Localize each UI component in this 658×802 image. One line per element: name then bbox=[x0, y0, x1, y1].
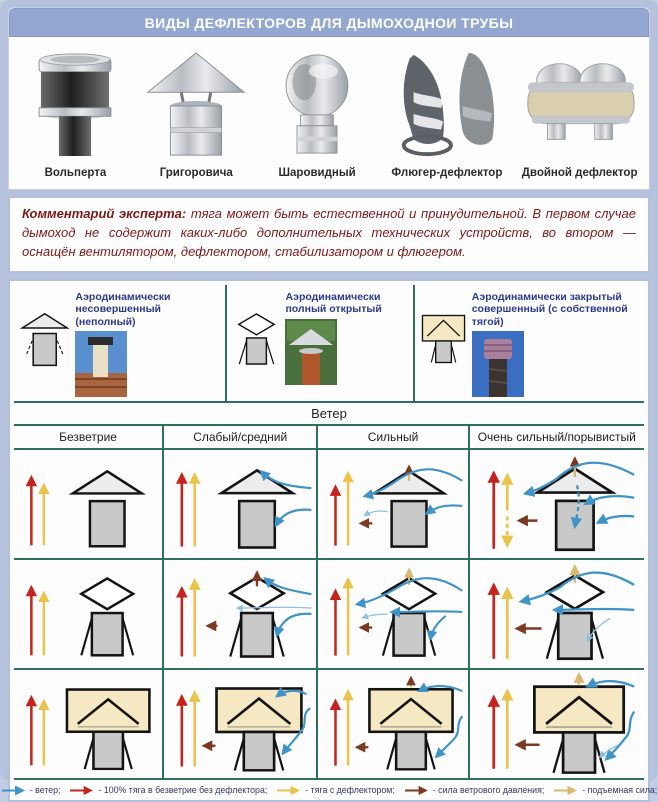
rotary-deflector-photo bbox=[472, 331, 524, 397]
cone-cap-deflector-photo bbox=[141, 45, 251, 163]
legend-item-lift-force: - подъемная сила; bbox=[553, 785, 657, 795]
wind-cell-r2c3 bbox=[316, 560, 467, 668]
wind-row-full-open bbox=[14, 560, 644, 670]
wind-cell-r2c2 bbox=[162, 560, 316, 668]
expert-comment-text: тяга может быть естественной и принудительной. В первом случае дымоход не содержит каких-либо дополнительных технических устройств, во втором — оснащён вентилятором, дефлектором, стабилизатором и флюгером. bbox=[22, 206, 636, 259]
wind-row-imperfect bbox=[14, 450, 644, 560]
deflector-photos-row bbox=[9, 37, 649, 189]
col-header-gusty: Очень сильный/порывистый bbox=[468, 426, 644, 448]
deflector-label: Григоровича bbox=[159, 167, 233, 179]
wind-cell-r2c4 bbox=[468, 560, 644, 668]
wind-cell-r3c4 bbox=[468, 670, 644, 778]
deflector-weathervane bbox=[378, 45, 517, 179]
legend bbox=[14, 780, 658, 798]
chimney-type-label: Аэродинамически закрытый совершенный (с собственной тягой) bbox=[471, 290, 628, 328]
cone-cap-pipe-photo bbox=[285, 319, 337, 385]
chimney-type-imperfect bbox=[14, 285, 225, 402]
chimney-type-label: Аэродинамически несовершенный (неполный) bbox=[75, 290, 171, 328]
deflector-draft-arrow-icon bbox=[276, 786, 302, 795]
diamond-cap-chimney-schematic bbox=[233, 291, 280, 387]
col-header-light: Слабый/средний bbox=[162, 426, 316, 448]
spherical-deflector-photo bbox=[267, 45, 367, 163]
wind-cell-r2c1 bbox=[14, 560, 162, 668]
deflector-label: Флюгер-дефлектор bbox=[391, 167, 503, 179]
wind-pressure-arrow-icon bbox=[404, 786, 430, 795]
deflector-spherical bbox=[257, 45, 378, 179]
deflector-grigorovich bbox=[136, 45, 257, 179]
double-deflector-photo bbox=[519, 45, 641, 163]
wind-cell-r1c2 bbox=[162, 450, 316, 558]
legend-item-wind: - ветер; bbox=[1, 785, 61, 795]
wind-cell-r3c1 bbox=[14, 670, 162, 778]
wind-cell-r1c1 bbox=[14, 450, 162, 558]
draft-arrow-icon bbox=[69, 786, 95, 795]
chimney-types-row bbox=[14, 285, 644, 404]
wind-column-headers bbox=[14, 426, 644, 450]
triangle-cap-chimney-schematic bbox=[20, 291, 69, 387]
expert-comment bbox=[8, 196, 650, 273]
chimney-type-label: Аэродинамически полный открытый bbox=[285, 290, 382, 316]
cylindrical-deflector-photo bbox=[23, 45, 127, 163]
legend-item-deflector-draft: - тяга с дефлектором; bbox=[276, 785, 395, 795]
wind-row-closed-perfect bbox=[14, 670, 644, 780]
deflector-label: Вольперта bbox=[44, 167, 107, 179]
wind-cell-r1c3 bbox=[316, 450, 467, 558]
deflector-label: Шаровидный bbox=[278, 167, 356, 179]
deflector-label: Двойной дефлектор bbox=[521, 167, 638, 179]
wind-section-title: Ветер bbox=[14, 403, 644, 426]
expert-comment-lead: Комментарий эксперта: bbox=[22, 206, 187, 221]
deflector-double bbox=[516, 45, 643, 179]
weathervane-deflector-photo bbox=[383, 45, 511, 163]
lift-force-arrow-icon bbox=[553, 786, 579, 795]
brick-roof-chimney-photo bbox=[75, 331, 127, 397]
deflector-volpert bbox=[15, 45, 136, 179]
wind-cell-r1c4 bbox=[468, 450, 644, 558]
col-header-strong: Сильный bbox=[316, 426, 467, 448]
wind-diagram-panel bbox=[8, 279, 658, 802]
legend-item-natural-draft: - 100% тяга в безветрие без дефлектора; bbox=[69, 785, 267, 795]
wind-arrow-icon bbox=[1, 786, 27, 795]
legend-item-wind-pressure: - сила ветрового давления; bbox=[404, 785, 544, 795]
deflector-types-panel bbox=[8, 7, 650, 190]
chimney-type-full-open bbox=[225, 285, 413, 402]
wind-cell-r3c3 bbox=[316, 670, 467, 778]
closed-box-cap-chimney-schematic bbox=[421, 291, 466, 387]
col-header-calm: Безветрие bbox=[59, 430, 117, 445]
wind-cell-r3c2 bbox=[162, 670, 316, 778]
chimney-type-closed-perfect bbox=[413, 285, 644, 402]
page-title: ВИДЫ ДЕФЛЕКТОРОВ ДЛЯ ДЫМОХОДНОИ ТРУБЫ bbox=[9, 8, 649, 37]
